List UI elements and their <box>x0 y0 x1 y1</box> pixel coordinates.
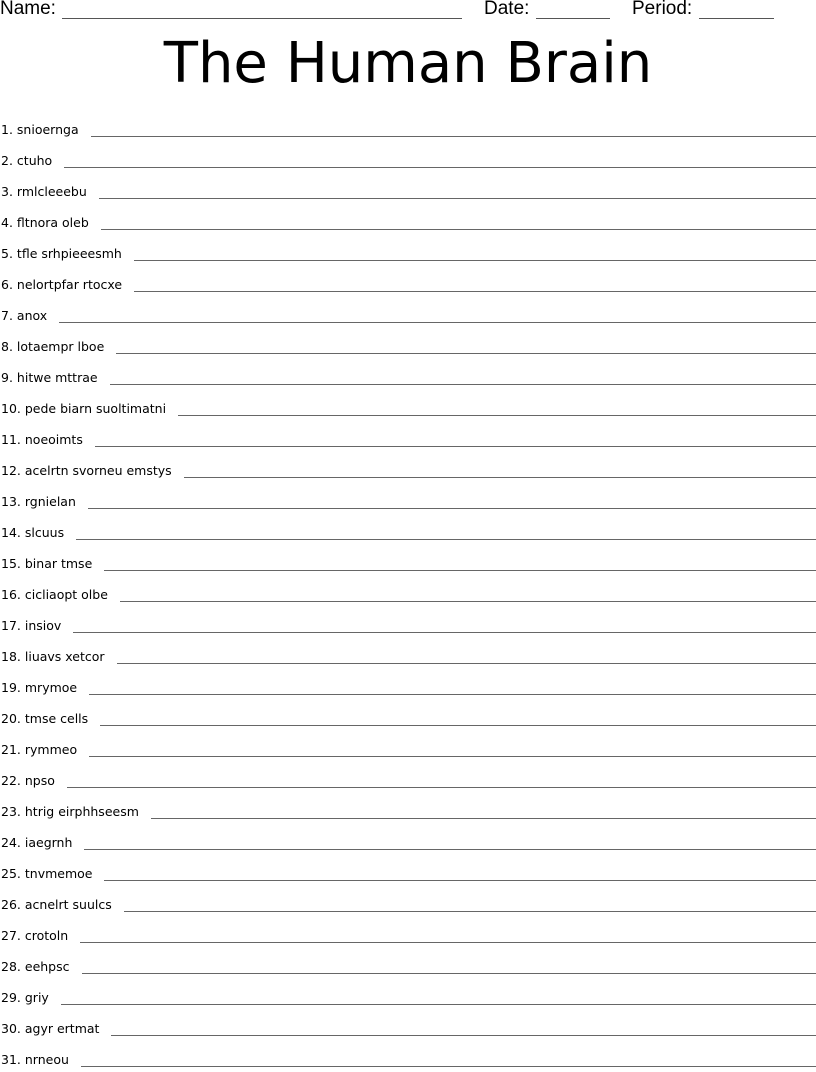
scrambled-word <box>0 802 139 824</box>
scrambled-word <box>0 554 92 576</box>
name-field[interactable] <box>62 18 462 19</box>
item-number: 21. <box>1 742 21 757</box>
answer-line[interactable] <box>111 1035 816 1036</box>
item-number: 31. <box>1 1052 21 1067</box>
answer-line[interactable] <box>64 167 816 168</box>
item-number: 27. <box>1 928 21 943</box>
item-number: 9. <box>1 370 13 385</box>
answer-line[interactable] <box>100 725 816 726</box>
list-item <box>0 948 816 979</box>
scrambled-word <box>0 678 77 700</box>
item-number: 1. <box>1 122 13 137</box>
list-item <box>0 1041 816 1072</box>
list-item <box>0 297 816 328</box>
item-number: 3. <box>1 184 13 199</box>
answer-line[interactable] <box>84 849 816 850</box>
scrambled-word <box>0 1050 69 1072</box>
period-field[interactable] <box>699 18 774 19</box>
list-item <box>0 545 816 576</box>
item-number: 7. <box>1 308 13 323</box>
item-number: 22. <box>1 773 21 788</box>
item-word: liuavs xetcor <box>25 649 105 664</box>
item-word: npso <box>25 773 55 788</box>
list-item <box>0 917 816 948</box>
item-word: noeoimts <box>25 432 83 447</box>
item-word: ctuho <box>17 153 52 168</box>
answer-line[interactable] <box>80 942 816 943</box>
item-word: hitwe mttrae <box>17 370 98 385</box>
item-word: mrymoe <box>25 680 77 695</box>
list-item <box>0 1010 816 1041</box>
answer-line[interactable] <box>89 694 816 695</box>
scrambled-word <box>0 864 92 886</box>
scrambled-word <box>0 213 89 235</box>
list-item <box>0 731 816 762</box>
scrambled-word <box>0 647 105 669</box>
scrambled-word <box>0 399 166 421</box>
worksheet-header <box>0 0 816 24</box>
item-word: pede biarn suoltimatni <box>25 401 166 416</box>
item-word: iaegrnh <box>25 835 73 850</box>
item-number: 12. <box>1 463 21 478</box>
list-item <box>0 762 816 793</box>
item-number: 20. <box>1 711 21 726</box>
item-word: tfle srhpieeesmh <box>17 246 122 261</box>
list-item <box>0 793 816 824</box>
answer-line[interactable] <box>91 136 816 137</box>
item-word: binar tmse <box>25 556 92 571</box>
item-number: 11. <box>1 432 21 447</box>
item-word: tnvmemoe <box>25 866 93 881</box>
list-item <box>0 700 816 731</box>
list-item <box>0 607 816 638</box>
scrambled-word <box>0 740 77 762</box>
item-number: 5. <box>1 246 13 261</box>
item-number: 6. <box>1 277 13 292</box>
list-item <box>0 855 816 886</box>
scrambled-word <box>0 926 68 948</box>
item-number: 14. <box>1 525 21 540</box>
item-word: cicliaopt olbe <box>25 587 108 602</box>
answer-line[interactable] <box>82 973 816 974</box>
item-word: slcuus <box>25 525 64 540</box>
scrambled-word <box>0 585 108 607</box>
item-word: nelortpfar rtocxe <box>17 277 122 292</box>
list-item <box>0 173 816 204</box>
answer-line[interactable] <box>184 477 816 478</box>
scrambled-word <box>0 275 122 297</box>
answer-line[interactable] <box>117 663 816 664</box>
item-word: rgnielan <box>25 494 76 509</box>
list-item <box>0 111 816 142</box>
scrambled-word <box>0 771 55 793</box>
item-number: 10. <box>1 401 21 416</box>
answer-line[interactable] <box>81 1066 816 1067</box>
item-number: 15. <box>1 556 21 571</box>
answer-line[interactable] <box>95 446 816 447</box>
item-number: 13. <box>1 494 21 509</box>
list-item <box>0 235 816 266</box>
answer-line[interactable] <box>178 415 816 416</box>
item-word: insiov <box>25 618 61 633</box>
scrambled-word <box>0 120 79 142</box>
date-field[interactable] <box>536 18 610 19</box>
list-item <box>0 390 816 421</box>
item-number: 4. <box>1 215 13 230</box>
answer-line[interactable] <box>124 911 816 912</box>
item-number: 25. <box>1 866 21 881</box>
item-word: lotaempr lboe <box>17 339 104 354</box>
item-word: htrig eirphhseesm <box>25 804 139 819</box>
scrambled-word <box>0 430 83 452</box>
scrambled-word <box>0 988 49 1010</box>
list-item <box>0 824 816 855</box>
answer-line[interactable] <box>99 198 816 199</box>
date-label: Date: <box>484 0 529 20</box>
scrambled-word <box>0 306 47 328</box>
item-number: 16. <box>1 587 21 602</box>
item-word: rymmeo <box>25 742 77 757</box>
scrambled-word <box>0 957 70 979</box>
scrambled-word <box>0 368 98 390</box>
item-word: tmse cells <box>25 711 88 726</box>
answer-line[interactable] <box>101 229 816 230</box>
item-number: 2. <box>1 153 13 168</box>
list-item <box>0 576 816 607</box>
item-word: crotoln <box>25 928 68 943</box>
list-item <box>0 142 816 173</box>
scrambled-word <box>0 492 76 514</box>
list-item <box>0 328 816 359</box>
item-word: griy <box>25 990 49 1005</box>
scrambled-word <box>0 616 61 638</box>
item-number: 17. <box>1 618 21 633</box>
item-number: 18. <box>1 649 21 664</box>
scrambled-word <box>0 461 172 483</box>
page-title: The Human Brain <box>0 28 816 100</box>
answer-line[interactable] <box>134 291 816 292</box>
scrambled-word <box>0 182 87 204</box>
list-item <box>0 452 816 483</box>
answer-line[interactable] <box>151 818 816 819</box>
answer-line[interactable] <box>73 632 816 633</box>
scrambled-word <box>0 337 104 359</box>
list-item <box>0 266 816 297</box>
item-word: acelrtn svorneu emstys <box>25 463 172 478</box>
list-item <box>0 359 816 390</box>
scrambled-word <box>0 833 72 855</box>
answer-line[interactable] <box>134 260 816 261</box>
item-number: 30. <box>1 1021 21 1036</box>
period-label: Period: <box>632 0 692 20</box>
scrambled-word <box>0 1019 99 1041</box>
item-number: 28. <box>1 959 21 974</box>
answer-line[interactable] <box>116 353 816 354</box>
item-number: 29. <box>1 990 21 1005</box>
item-word: fltnora oleb <box>17 215 89 230</box>
list-item <box>0 669 816 700</box>
item-word: agyr ertmat <box>25 1021 100 1036</box>
list-item <box>0 483 816 514</box>
list-item <box>0 204 816 235</box>
list-item <box>0 421 816 452</box>
item-word: anox <box>17 308 47 323</box>
answer-line[interactable] <box>59 322 816 323</box>
item-number: 8. <box>1 339 13 354</box>
item-number: 26. <box>1 897 21 912</box>
item-number: 23. <box>1 804 21 819</box>
item-number: 24. <box>1 835 21 850</box>
answer-line[interactable] <box>76 539 816 540</box>
list-item <box>0 886 816 917</box>
answer-line[interactable] <box>104 880 816 881</box>
name-label: Name: <box>0 0 56 20</box>
item-number: 19. <box>1 680 21 695</box>
scrambled-word <box>0 895 112 917</box>
item-word: acnelrt suulcs <box>25 897 112 912</box>
item-word: snioernga <box>17 122 79 137</box>
scrambled-word <box>0 709 88 731</box>
answer-line[interactable] <box>67 787 816 788</box>
answer-line[interactable] <box>110 384 816 385</box>
item-word: nrneou <box>25 1052 69 1067</box>
answer-line[interactable] <box>61 1004 816 1005</box>
answer-line[interactable] <box>88 508 816 509</box>
answer-line[interactable] <box>89 756 816 757</box>
scrambled-word <box>0 244 122 266</box>
answer-line[interactable] <box>104 570 816 571</box>
answer-line[interactable] <box>120 601 816 602</box>
list-item <box>0 638 816 669</box>
scrambled-word <box>0 151 52 173</box>
scrambled-word <box>0 523 64 545</box>
list-item <box>0 514 816 545</box>
list-item <box>0 979 816 1010</box>
item-word: rmlcleeebu <box>17 184 87 199</box>
item-word: eehpsc <box>25 959 70 974</box>
scramble-list <box>0 111 816 1072</box>
